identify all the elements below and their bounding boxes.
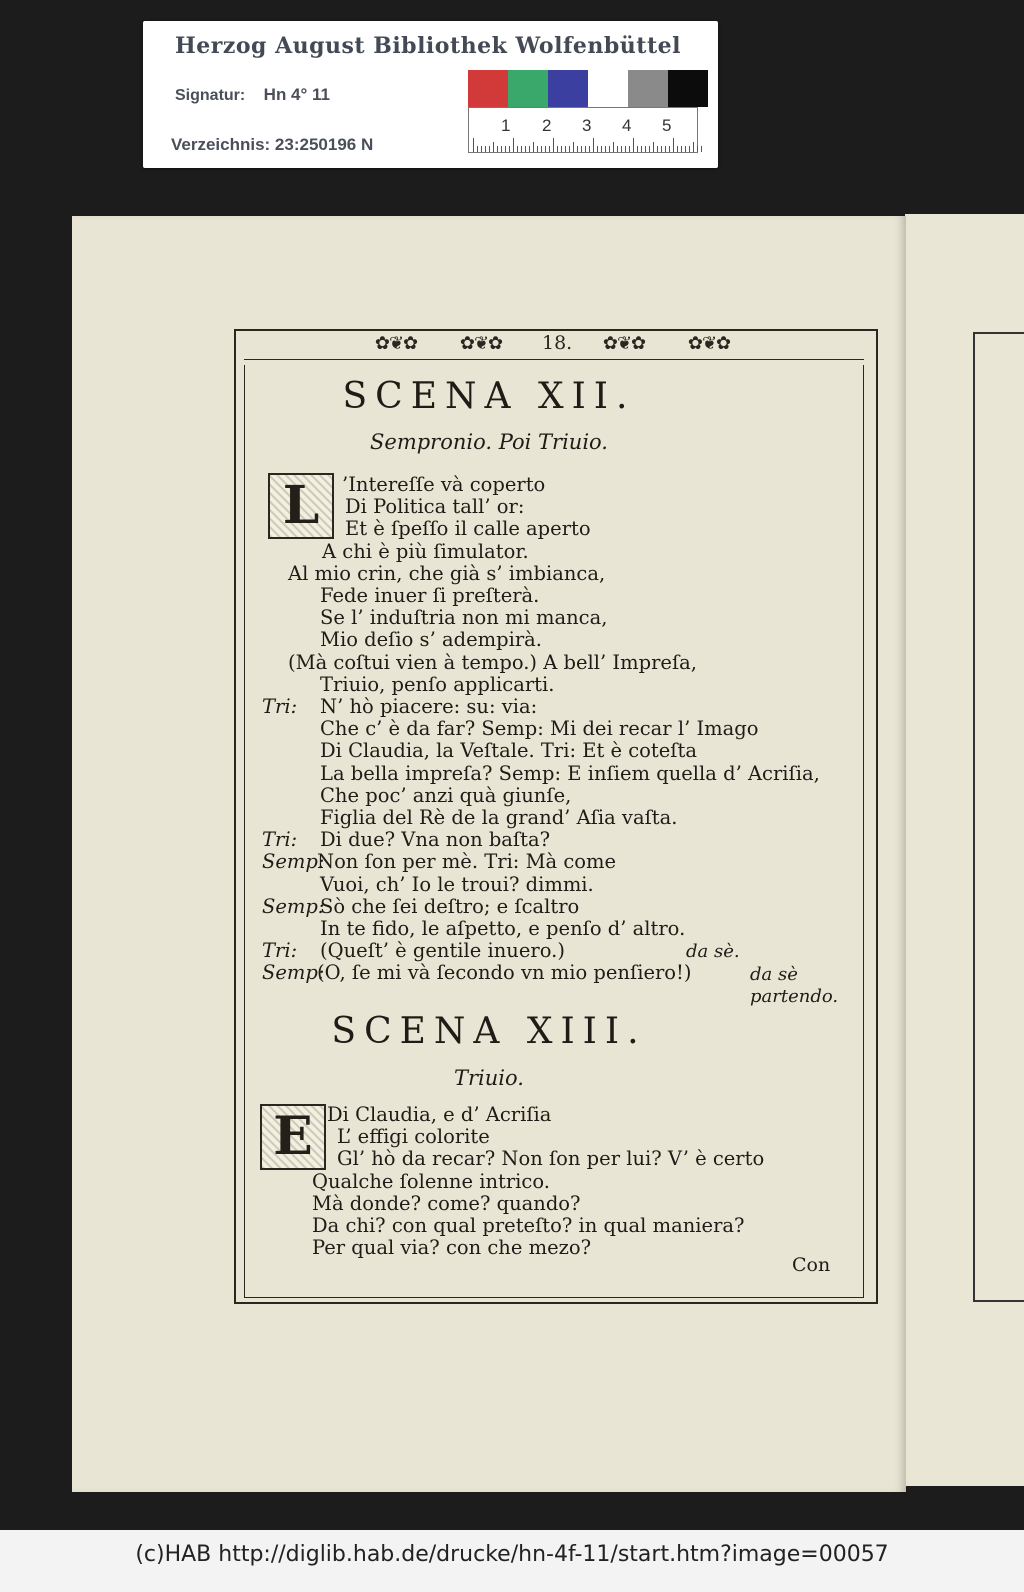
ruler-tick (505, 146, 506, 152)
ruler-tick (605, 146, 606, 152)
stage-direction: da sè. (686, 941, 740, 962)
scene-12-persons: Sempronio. Poi Triuio. (370, 430, 608, 454)
header-rule (244, 359, 864, 360)
ruler-tick (565, 146, 566, 152)
speaker-label: Semp: (262, 850, 325, 874)
ruler-tick (573, 142, 574, 152)
verse-line: (O, ſe mi và ſecondo vn mio penſiero!) (317, 961, 692, 985)
ruler-tick (673, 138, 674, 152)
institution-name: Herzog August Bibliothek Wolfenbüttel (175, 33, 681, 59)
page-number: 18. (542, 332, 573, 354)
copyright-footer: (c)HAB http://diglib.hab.de/drucke/hn-4f-11/start.htm?image=00057 (0, 1530, 1024, 1592)
facing-page-edge (905, 214, 1024, 1486)
verzeichnis-text: Verzeichnis: 23:250196 N (171, 135, 374, 154)
verse-line: Da chi? con qual preteſto? in qual maniera? (312, 1214, 745, 1237)
swatch-red (468, 70, 508, 107)
verse-line: Di Claudia, e d’ Acriſia (327, 1103, 552, 1126)
verse-line: Di Politica tall’ or: (345, 495, 525, 519)
ruler-tick (501, 146, 502, 152)
header-ornament: ✿❦✿ (687, 333, 731, 354)
ruler-tick (533, 142, 534, 152)
ruler-tick (625, 146, 626, 152)
speaker-label: Tri: (262, 695, 298, 718)
ruler-tick (561, 146, 562, 152)
ruler-number: 2 (542, 116, 552, 135)
scene-13-title: SCENA XIII. (331, 1011, 647, 1052)
ruler-tick (653, 142, 654, 152)
ruler-tick (525, 146, 526, 152)
verse-line: Di Claudia, la Veſtale. Tri: Et è coteſta (320, 739, 697, 763)
ruler-tick (701, 146, 702, 152)
swatch-green (508, 70, 548, 107)
ruler-tick (645, 146, 646, 152)
header-ornament: ✿❦✿ (602, 333, 646, 354)
ruler-tick (601, 146, 602, 152)
ruler-tick (697, 146, 698, 152)
swatch-gray (628, 70, 668, 107)
verse-line: Qualche ſolenne intrico. (312, 1169, 550, 1193)
signatur-row (175, 85, 330, 105)
verse-line: (Queſt’ è gentile inuero.) (320, 939, 565, 963)
ruler-tick (477, 146, 478, 152)
ruler-tick (665, 146, 666, 152)
ruler-tick (489, 146, 490, 152)
ruler-tick (681, 146, 682, 152)
ruler-number: 4 (622, 116, 632, 135)
ruler-tick (557, 146, 558, 152)
verse-line: Vuoi, ch’ Io le troui? dimmi. (320, 872, 594, 896)
verse-line: La bella impreſa? Semp: E inſiem quella d’ Acriſia, (320, 761, 820, 785)
ruler-tick (593, 138, 594, 152)
ruler-number: 1 (501, 116, 511, 135)
speaker-label: Tri: (262, 828, 298, 852)
ruler-tick (517, 146, 518, 152)
verse-line: Mà donde? come? quando? (312, 1191, 581, 1215)
ruler-tick (657, 146, 658, 152)
ruler-tick (537, 146, 538, 152)
ruler-tick (677, 146, 678, 152)
verse-line: A chi è più ſimulator. (322, 539, 529, 563)
ruler-tick (497, 146, 498, 152)
swatch-white (588, 70, 628, 107)
scene-12-title: SCENA XII. (342, 376, 636, 417)
ruler-tick (481, 146, 482, 152)
stage-direction: partendo. (750, 986, 839, 1007)
ruler-tick (649, 146, 650, 152)
speaker-label: Tri: (262, 939, 298, 963)
dropcap-initial: E (260, 1104, 326, 1170)
ruler-tick (513, 138, 514, 152)
verse-line: Figlia del Rè de la grand’ Aſia vaſta. (320, 806, 678, 829)
ruler-tick (521, 146, 522, 152)
ruler-tick (509, 146, 510, 152)
ruler-tick (689, 146, 690, 152)
ruler-tick (545, 146, 546, 152)
ruler-tick (473, 138, 474, 152)
verse-line: Al mio crin, che già s’ imbianca, (288, 561, 606, 585)
library-label-card (143, 21, 718, 168)
dropcap-initial: L (268, 473, 334, 539)
ruler-tick (609, 146, 610, 152)
verse-line: Sò che ſei deſtro; e ſcaltro (320, 894, 580, 918)
facing-page-frame (973, 332, 1024, 1302)
scene-13-persons: Triuio. (454, 1066, 524, 1090)
color-calibration-swatches (468, 70, 708, 107)
signatur-key: Signatur: (175, 87, 246, 104)
signatur-value: Hn 4° 11 (263, 85, 331, 104)
swatch-black (668, 70, 708, 107)
ruler-tick (633, 138, 634, 152)
catchword: Con (792, 1254, 831, 1276)
ruler-tick (485, 146, 486, 152)
verse-line: Che c’ è da far? Semp: Mi dei recar l’ Imago (320, 717, 759, 741)
verse-line: Triuio, penſo applicarti. (320, 672, 555, 696)
swatch-blue (548, 70, 588, 107)
ruler-tick (581, 146, 582, 152)
ruler-tick (669, 146, 670, 152)
ruler-tick (621, 146, 622, 152)
verse-line: Et è ſpeſſo il calle aperto (345, 517, 591, 541)
verse-line: ’Intereſſe và coperto (342, 473, 546, 496)
ruler-tick (549, 146, 550, 152)
ruler-tick (617, 146, 618, 152)
ruler-number: 5 (662, 116, 672, 135)
verse-line: Per qual via? con che mezo? (312, 1236, 592, 1260)
stage-direction: da sè (750, 964, 798, 985)
header-ornament: ✿❦✿ (459, 333, 503, 354)
ruler-number: 3 (582, 116, 592, 135)
ruler-tick (629, 146, 630, 152)
verse-line: In te fido, le aſpetto, e penſo d’ altro. (320, 917, 686, 940)
ruler-tick (661, 146, 662, 152)
ruler-tick (493, 142, 494, 152)
speaker-label: Semp: (262, 894, 325, 918)
ruler-tick (685, 146, 686, 152)
verse-line: N’ hò piacere: su: via: (320, 695, 538, 718)
ruler-tick (637, 146, 638, 152)
verse-line: L’ effigi colorite (337, 1125, 490, 1149)
verse-line: Mio deſio s’ adempirà. (320, 628, 542, 652)
ruler-tick (529, 146, 530, 152)
verse-line: Che poc’ anzi quà giunſe, (320, 783, 572, 807)
ruler-tick (613, 142, 614, 152)
verse-line: Di due? Vna non baſta? (320, 828, 551, 852)
header-ornament: ✿❦✿ (374, 333, 418, 354)
verse-line: (Mà coſtui vien à tempo.) A bell’ Impreſa, (288, 650, 697, 674)
ruler-tick (553, 138, 554, 152)
ruler-tick (541, 146, 542, 152)
speaker-label: Semp: (262, 961, 325, 985)
ruler-tick (693, 142, 694, 152)
scale-ruler (468, 107, 698, 153)
ruler-tick (585, 146, 586, 152)
ruler-tick (577, 146, 578, 152)
verse-line: Se l’ induſtria non mi manca, (320, 606, 608, 630)
verse-line: Gl’ hò da recar? Non ſon per lui? V’ è certo (337, 1147, 765, 1171)
ruler-tick (597, 146, 598, 152)
ruler-tick (589, 146, 590, 152)
verse-line: Fede inuer ſi preſterà. (320, 584, 540, 607)
ruler-tick (641, 146, 642, 152)
verse-line: Non ſon per mè. Tri: Mà come (317, 850, 617, 874)
ruler-tick (569, 146, 570, 152)
book-page (72, 216, 906, 1492)
